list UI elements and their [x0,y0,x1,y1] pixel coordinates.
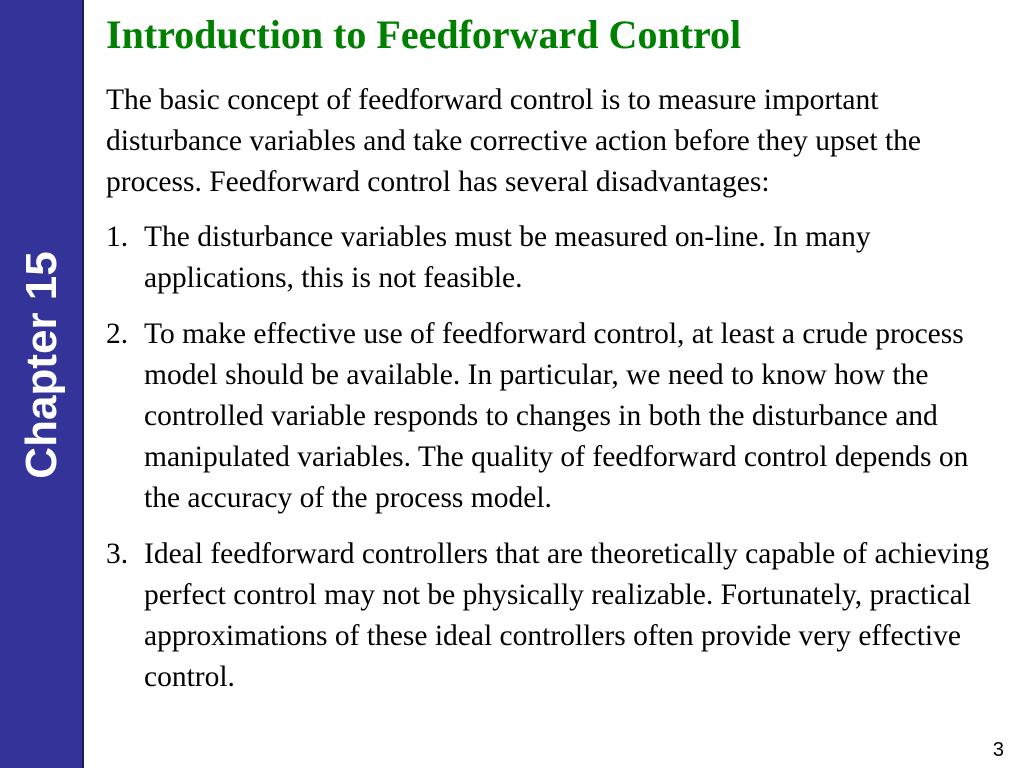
slide-title: Introduction to Feedforward Control [106,12,742,57]
slide-body [106,80,1006,713]
intro-paragraph: The basic concept of feedforward control is to measure important disturbance variables and take corrective action before they upset the process. Feedforward control has several disadvantages: [106,84,921,198]
chapter-sidebar [0,0,84,768]
disadvantages-list [106,217,1006,698]
list-item-number: 3. [106,538,129,570]
list-item-number: 1. [106,221,129,253]
list-item [106,314,1006,519]
list-item [106,217,1006,299]
page-number: 3 [992,739,1004,761]
list-item-text: Ideal feedforward controllers that are theoretically capable of achieving perfect control may not be physically realizable. Fortunately, practical approximations of these ideal controllers often provide very effective control. [144,538,990,693]
chapter-label: Chapter 15 [17,251,66,479]
list-item-text: To make effective use of feedforward control, at least a crude process model should be available. In particular, we need to know how the controlled variable responds to changes in both the disturbance and manipulated variables. The quality of feedforward control depends on the accuracy of the process model. [144,318,969,514]
list-item [106,534,1006,698]
list-item-text: The disturbance variables must be measured on-line. In many applications, this is not feasible. [144,221,871,294]
list-item-number: 2. [106,318,129,350]
